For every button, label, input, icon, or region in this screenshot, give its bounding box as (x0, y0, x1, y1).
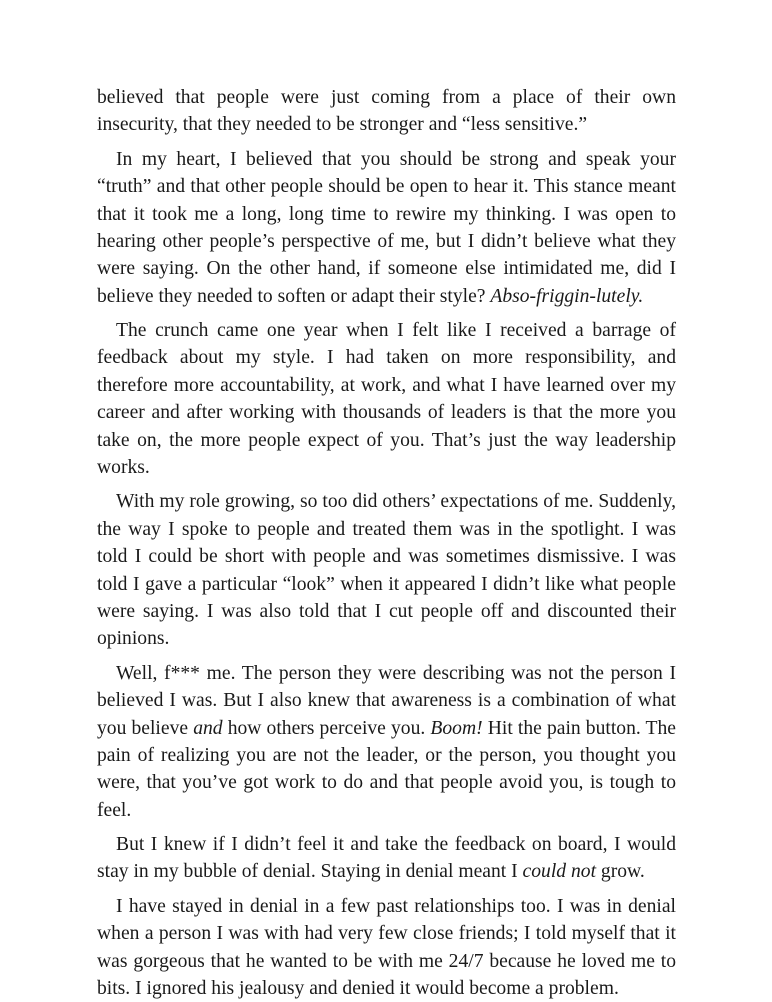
text-run: Hit the pain button. The pain of realizing you are not the leader, or the person, you thought you were, that you’ve got work to do and that people avoid you, is tough to feel. (97, 717, 676, 821)
paragraph (97, 660, 676, 824)
text-run: With my role growing, so too did others’ expectations of me. Suddenly, the way I spoke to people and treated them was in the spotlight. I was told I could be short with people and was sometimes dismissive. I was told I gave a particular “look” when it appeared I didn’t like what people were saying. I was also told that I cut people off and discounted their opinions. (97, 491, 676, 650)
paragraph (97, 84, 676, 139)
paragraph (97, 488, 676, 652)
text-run: In my heart, I believed that you should be strong and speak your “truth” and that other people should be open to hear it. This stance meant that it took me a long, long time to rewire my thinking. I was open to hearing other people’s perspective of me, but I didn’t believe what they were saying. On the other hand, if someone else intimidated me, did I believe they needed to soften or adapt their style? (97, 148, 676, 307)
text-run: grow. (596, 861, 645, 883)
emphasis-text: Abso-friggin-lutely. (490, 285, 644, 307)
emphasis-text: could not (522, 861, 597, 883)
paragraph (97, 893, 676, 1002)
text-run: how others perceive you. (222, 717, 431, 739)
text-run: The crunch came one year when I felt like I received a barrage of feedback about my style. I had taken on more responsibility, and therefore more accountability, at work, and what I have learned over my career and after working with thousands of leaders is that the more you take on, the more people expect of you. That’s just the way leadership works. (97, 320, 676, 479)
paragraph (97, 831, 676, 886)
emphasis-text: and (193, 717, 223, 739)
text-run: believed that people were just coming from a place of their own insecurity, that they needed to be stronger and “less sensitive.” (97, 87, 676, 136)
paragraph (97, 146, 676, 310)
text-run: But I knew if I didn’t feel it and take the feedback on board, I would stay in my bubble of denial. Staying in denial meant I (97, 834, 676, 883)
body-text (97, 84, 676, 1002)
paragraph (97, 317, 676, 481)
text-run: Well, f*** me. The person they were describing was not the person I believed I was. But I also knew that awareness is a combination of what you believe (97, 662, 676, 739)
text-run: I have stayed in denial in a few past relationships too. I was in denial when a person I was with had very few close friends; I told myself that it was gorgeous that he wanted to be with me 24/7 because he loved me to bits. I ignored his jealousy and denied it would become a problem. (97, 895, 676, 999)
emphasis-text: Boom! (430, 717, 483, 739)
